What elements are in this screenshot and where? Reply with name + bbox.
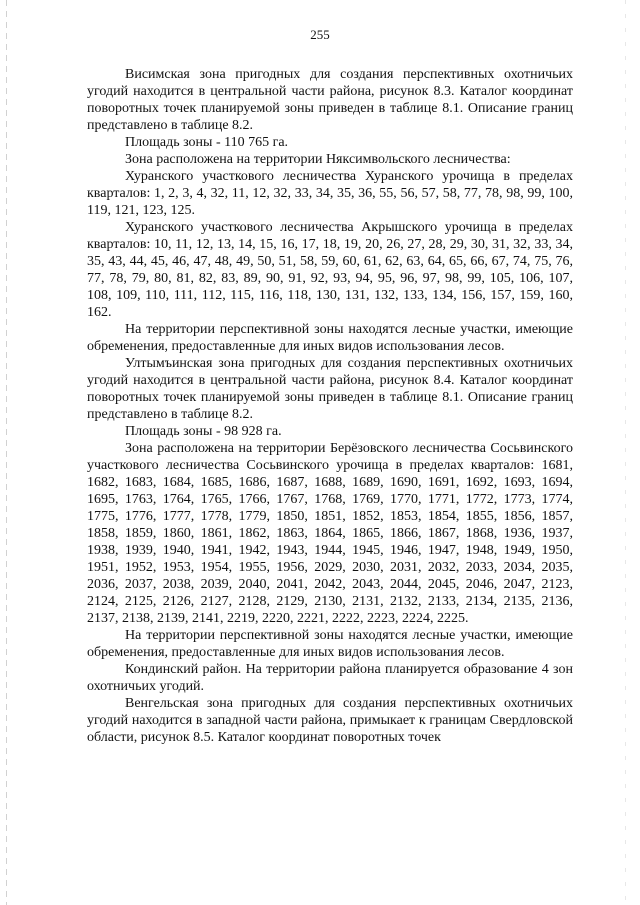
paragraph-10: На территории перспективной зоны находятся лесные участки, имеющие обременения, предоставленные для иных видов использования лесов. (87, 628, 573, 660)
paragraph-8: Площадь зоны - 98 928 га. (125, 424, 282, 439)
paragraph-9: Зона расположена на территории Берёзовского лесничества Сосьвинского участкового лесничества Сосьвинского урочища в пределах кварталов: 1681, 1682, 1683, 1684, 1685, 1686, 1687, 1688, 1689, 1690, 1691, 1692, 1693, 1694, 1695, 1763, 1764, 1765, 1766, 1767, 1768, 1769, 1770, 1771, 1772, 1773, 1774, 1775, 1776, 1777, 1778, 1779, 1850, 1851, 1852, 1853, 1854, 1855, 1856, 1857, 1858, 1859, 1860, 1861, 1862, 1863, 1864, 1865, 1866, 1867, 1868, 1936, 1937, 1938, 1939, 1940, 1941, 1942, 1943, 1944, 1945, 1946, 1947, 1948, 1949, 1950, 1951, 1952, 1953, 1954, 1955, 1956, 2029, 2030, 2031, 2032, 2033, 2034, 2035, 2036, 2037, 2038, 2039, 2040, 2041, 2042, 2043, 2044, 2045, 2046, 2047, 2123, 2124, 2125, 2126, 2127, 2128, 2129, 2130, 2131, 2132, 2133, 2134, 2135, 2136, 2137, 2138, 2139, 2141, 2219, 2220, 2221, 2222, 2223, 2224, 2225. (87, 441, 573, 626)
paragraph-12: Венгельская зона пригодных для создания перспективных охотничьих угодий находится в западной части района, примыкает к границам Свердловской области, рисунок 8.5. Каталог координат поворотных точек (87, 696, 573, 745)
paragraph-7: Ултымъинская зона пригодных для создания перспективных охотничьих угодий находится в центральной части района, рисунок 8.4. Каталог координат поворотных точек планируемой зоны приведен в таблице 8.1. Описание границ представлено в таблице 8.2. (87, 356, 573, 422)
paragraph-5: Хуранского участкового лесничества Акрышского урочища в пределах кварталов: 10, 11, 12, 13, 14, 15, 16, 17, 18, 19, 20, 26, 27, 28, 29, 30, 31, 32, 33, 34, 35, 43, 44, 45, 46, 47, 48, 49, 50, 51, 58, 59, 60, 61, 62, 63, 64, 65, 66, 67, 74, 75, 76, 77, 78, 79, 80, 81, 82, 83, 89, 90, 91, 92, 93, 94, 95, 96, 97, 98, 99, 105, 106, 107, 108, 109, 110, 111, 112, 115, 116, 118, 130, 131, 132, 133, 134, 156, 157, 159, 160, 162. (87, 220, 573, 320)
paragraph-2: Площадь зоны - 110 765 га. (125, 135, 289, 150)
paragraph-6: На территории перспективной зоны находятся лесные участки, имеющие обременения, предоставленные для иных видов использования лесов. (87, 322, 573, 354)
paragraph-11: Кондинский район. На территории района планируется образование 4 зон охотничьих угодий. (87, 662, 573, 694)
scan-edge-left (6, 0, 7, 905)
page-number: 255 (310, 27, 330, 42)
document-body (87, 66, 573, 746)
paragraph-1: Висимская зона пригодных для создания перспективных охотничьих угодий находится в центральной части района, рисунок 8.3. Каталог координат поворотных точек планируемой зоны приведен в таблице 8.1. Описание границ представлено в таблице 8.2. (87, 67, 573, 133)
scan-edge-right (625, 0, 626, 905)
paragraph-3: Зона расположена на территории Няксимвольского лесничества: (125, 152, 511, 167)
paragraph-4: Хуранского участкового лесничества Хуранского урочища в пределах кварталов: 1, 2, 3, 4, 32, 11, 12, 32, 33, 34, 35, 36, 55, 56, 57, 58, 77, 78, 98, 99, 100, 119, 121, 123, 125. (87, 169, 573, 218)
